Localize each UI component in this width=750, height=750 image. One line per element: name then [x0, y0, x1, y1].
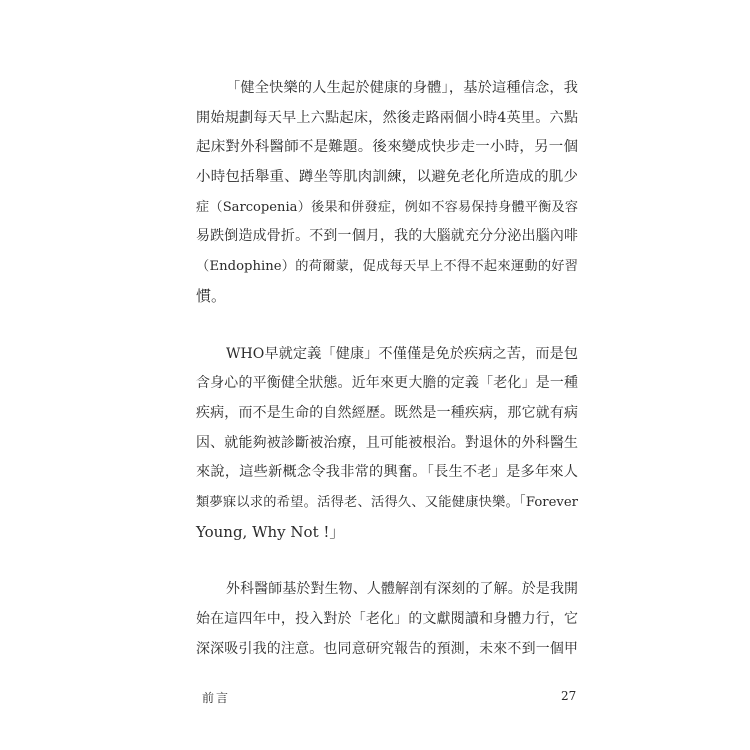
running-footer-title: 前言 — [202, 691, 231, 705]
text-line: 類夢寐以求的希望。活得老、活得久、又能健康快樂。「Forever — [196, 494, 578, 510]
text-line: 易跌倒造成骨折。不到一個月，我的大腦就充分分泌出腦內啡 — [196, 228, 578, 245]
text-line: 慣。 — [196, 286, 227, 305]
text-line: 含身心的平衡健全狀態。近年來更大膽的定義「老化」是一種 — [196, 375, 578, 392]
text-line: WHO早就定義「健康」不僅僅是免於疾病之苦，而是包 — [226, 345, 578, 362]
text-line: Young, Why Not !」 — [196, 522, 345, 541]
text-line: 來說，這些新概念令我非常的興奮。「長生不老」是多年來人 — [196, 464, 578, 481]
text-line: 深深吸引我的注意。也同意研究報告的預測，未來不到一個甲 — [196, 640, 578, 657]
text-line: 外科醫師基於對生物、人體解剖有深刻的了解。於是我開 — [226, 581, 578, 598]
body-text — [196, 74, 578, 664]
text-line: 因、就能夠被診斷被治療，且可能被根治。對退休的外科醫生 — [196, 434, 578, 451]
text-line: 起床對外科醫師不是難題。後來變成快步走一小時，另一個 — [196, 139, 578, 156]
text-line: 症（Sarcopenia）後果和併發症，例如不容易保持身體平衡及容 — [196, 199, 578, 215]
text-line: 開始規劃每天早上六點起床，然後走路兩個小時4英里。六點 — [196, 109, 578, 126]
paragraph-1 — [196, 74, 578, 312]
text-line: 「健全快樂的人生起於健康的身體」，基於這種信念，我 — [226, 80, 578, 96]
paragraph-2 — [196, 340, 578, 548]
text-line: 小時包括舉重、蹲坐等肌肉訓練，以避免老化所造成的肌少 — [196, 169, 578, 186]
text-line: 疾病，而不是生命的自然經歷。既然是一種疾病，那它就有病 — [196, 404, 578, 421]
text-line: 始在這四年中，投入對於「老化」的文獻閱讀和身體力行，它 — [196, 611, 578, 627]
page-number: 27 — [561, 689, 577, 703]
text-line: （Endophine）的荷爾蒙，促成每天早上不得不起來運動的好習 — [196, 259, 578, 275]
paragraph-3 — [196, 575, 578, 664]
